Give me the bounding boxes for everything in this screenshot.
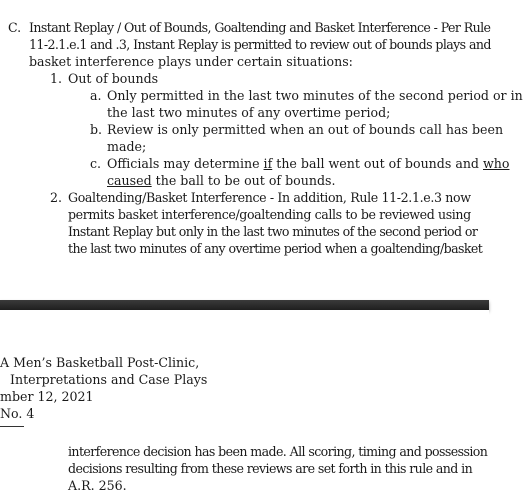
item-1b-marker: b. xyxy=(90,122,103,137)
item-2-line-1: Goaltending/Basket Interference - In addition, Rule 11-2.1.e.3 now xyxy=(68,190,471,205)
item-1c-line-2 xyxy=(107,172,335,189)
item-2-line-2: permits basket interference/goaltending calls to be reviewed using xyxy=(68,207,471,222)
item-2-line-4: the last two minutes of any overtime period when a goaltending/basket xyxy=(68,241,483,256)
item-1c-text-post: the ball to be out of bounds. xyxy=(151,173,336,188)
header-line-2: Interpretations and Case Plays xyxy=(10,372,208,387)
section-c-line-2: 11-2.1.e.1 and .3, Instant Replay is permitted to review out of bounds plays and xyxy=(29,37,491,52)
header-line-4: No. 4 xyxy=(0,406,35,421)
header-line-1: A Men’s Basketball Post-Clinic, xyxy=(0,355,200,370)
item-1-marker: 1. xyxy=(50,71,63,86)
section-c-line-1: Instant Replay / Out of Bounds, Goaltending and Basket Interference - Per Rule xyxy=(29,20,491,35)
continuation-line-3: A.R. 256. xyxy=(68,478,127,493)
page-separator xyxy=(0,300,489,310)
item-1c-underlined-if: if xyxy=(263,156,273,171)
section-c-marker: C. xyxy=(8,20,22,35)
item-2-line-3: Instant Replay but only in the last two minutes of the second period or xyxy=(68,224,478,239)
continuation-line-1: interference decision has been made. All scoring, timing and possession xyxy=(68,444,488,459)
item-1c-underlined-who: who xyxy=(483,156,510,171)
item-2-marker: 2. xyxy=(50,190,63,205)
continuation-line-2: decisions resulting from these reviews are set forth in this rule and in xyxy=(68,461,473,476)
header-divider xyxy=(0,426,24,427)
header-line-3: mber 12, 2021 xyxy=(0,389,94,404)
document-page-bottom xyxy=(0,310,489,500)
item-1c-marker: c. xyxy=(90,156,102,171)
item-1-title: Out of bounds xyxy=(68,71,159,86)
section-c-line-3: basket interference plays under certain situations: xyxy=(29,54,353,69)
item-1c-line-1 xyxy=(107,155,509,172)
item-1a-line-2: the last two minutes of any overtime period; xyxy=(107,105,391,120)
item-1b-line-1: Review is only permitted when an out of bounds call has been xyxy=(107,122,504,137)
item-1a-marker: a. xyxy=(90,88,102,103)
item-1a-line-1: Only permitted in the last two minutes of the second period or in xyxy=(107,88,523,103)
item-1c-text-pre: Officials may determine xyxy=(107,156,264,171)
item-1c-text-mid: the ball went out of bounds and xyxy=(272,156,483,171)
item-1b-line-2: made; xyxy=(107,139,147,154)
item-1c-underlined-caused: caused xyxy=(107,173,152,188)
